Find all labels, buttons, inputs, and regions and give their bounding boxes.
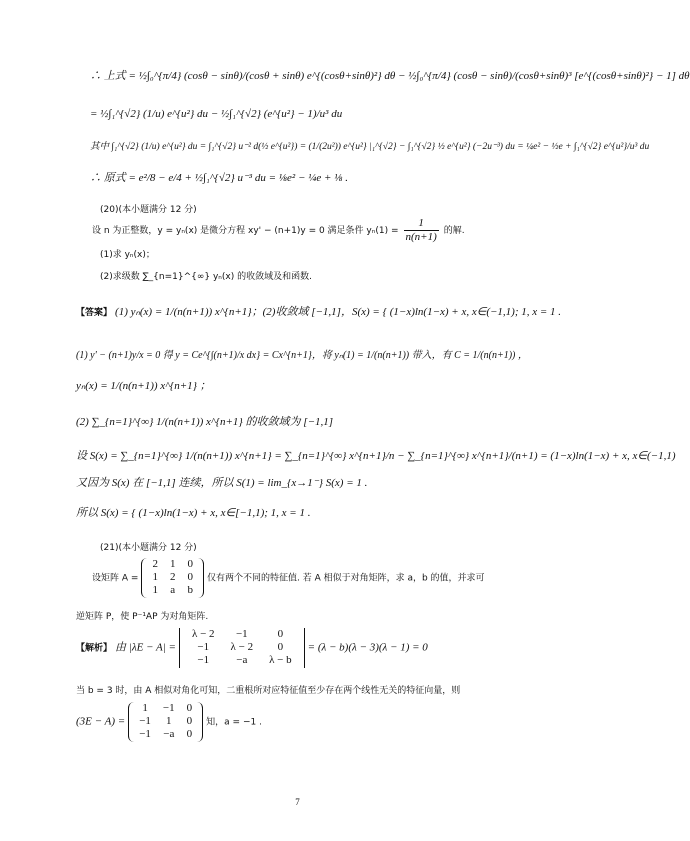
solution-step-5: 又因为 S(x) 在 [−1,1] 连续，所以 S(1) = lim_{x→1⁻} S(x) = 1 . bbox=[76, 477, 368, 489]
matrix-3e-minus-a: 1 −1 0 −1 1 0 −1 −a 0 bbox=[128, 702, 203, 742]
characteristic-determinant: λ − 2 −1 0 −1 λ − 2 0 −1 −a λ − b bbox=[179, 628, 305, 668]
s8-b: 知，a = −1 . bbox=[206, 717, 262, 728]
s8-a: (3E − A) = bbox=[76, 715, 126, 728]
page-number: 7 bbox=[295, 797, 300, 807]
q20-statement bbox=[92, 217, 465, 244]
jiexi-b: = (λ − b)(λ − 3)(λ − 1) = 0 bbox=[307, 641, 428, 654]
integral-step-3: 其中 ∫₁^{√2} (1/u) e^{u²} du = ∫₁^{√2} u⁻² d(½ e^{u²}) = (1/(2u²)) e^{u²} |₁^{√2} − ∫₁^{√2} ½ e^{u²} (−2u⁻³) du = ¼e² − ½e + ∫₁^{√2} e^{u²}/u³ du bbox=[90, 142, 650, 152]
q20-condition-fraction: $\frac{1}{n(n+1)}$ bbox=[405, 217, 437, 244]
solution-step-4: 设 S(x) = ∑_{n=1}^{∞} 1/(n(n+1)) x^{n+1} = ∑_{n=1}^{∞} x^{n+1}/n − ∑_{n=1}^{∞} x^{n+1}/(n+1) = (1−x)ln(1−x) + x, x∈(−1,1) bbox=[76, 450, 676, 462]
matrix-a: 2 1 0 1 2 0 1 a b bbox=[141, 558, 204, 598]
integral-step-1: ∴ 上式 = ½∫₀^{π/4} (cosθ − sinθ)/(cosθ + sinθ) e^{(cosθ+sinθ)²} dθ − ½∫₀^{π/4} (cosθ − sinθ)/(cosθ+sinθ)³ [e^{(cosθ+sinθ)²} − 1] dθ bbox=[90, 70, 690, 82]
q21-statement-b: 仅有两个不同的特征值. 若 A 相似于对角矩阵，求 a，b 的值，并求可 bbox=[206, 573, 485, 584]
solution-step-7: 当 b = 3 时，由 A 相似对角化可知，二重根所对应特征值至少存在两个线性无关的特征向量，则 bbox=[76, 686, 461, 696]
solution-step-2: yₙ(x) = 1/(n(n+1)) x^{n+1} ； bbox=[76, 380, 211, 392]
q21-title: (21)(本小题满分 12 分) bbox=[100, 543, 197, 553]
q21-statement bbox=[92, 558, 485, 598]
integral-step-2: = ½∫₁^{√2} (1/u) e^{u²} du − ½∫₁^{√2} (e^{u²} − 1)/u³ du bbox=[90, 108, 343, 120]
q20-statement-a: 设 n 为正整数，y = yₙ(x) 是微分方程 xy' − (n+1)y = 0 满足条件 yₙ(1) = bbox=[92, 226, 399, 237]
integral-result: ∴ 原式 = e²/8 − e/4 + ½∫₁^{√2} u⁻³ du = ⅛e² − ¼e + ⅛ . bbox=[90, 172, 348, 184]
solution-step-1: (1) y' − (n+1)y/x = 0 得 y = Ce^{∫(n+1)/x dx} = Cx^{n+1}，将 yₙ(1) = 1/(n(n+1)) 带入，有 C = 1/(n(n+1)) ， bbox=[76, 350, 528, 361]
q20-statement-b: 的解. bbox=[443, 226, 465, 237]
q20-title: (20)(本小题满分 12 分) bbox=[100, 205, 197, 215]
jiexi-line bbox=[76, 628, 428, 668]
answer-line bbox=[76, 306, 561, 319]
solution-step-8 bbox=[76, 702, 262, 742]
q20-part2: (2)求级数 ∑_{n=1}^{∞} yₙ(x) 的收敛域及和函数. bbox=[100, 272, 312, 282]
jiexi-label: 【解析】 bbox=[76, 643, 113, 654]
q21-statement-c: 逆矩阵 P，使 P⁻¹AP 为对角矩阵. bbox=[76, 612, 209, 622]
solution-step-6: 所以 S(x) = { (1−x)ln(1−x) + x, x∈[−1,1); 1, x = 1 . bbox=[76, 507, 311, 519]
answer-text: (1) yₙ(x) = 1/(n(n+1)) x^{n+1}；(2)收敛域 [−1,1]，S(x) = { (1−x)ln(1−x) + x, x∈(−1,1); 1, x = 1 . bbox=[115, 306, 562, 318]
answer-label: 【答案】 bbox=[76, 308, 113, 318]
solution-step-3: (2) ∑_{n=1}^{∞} 1/(n(n+1)) x^{n+1} 的收敛域为 [−1,1] bbox=[76, 416, 334, 428]
q21-statement-a: 设矩阵 A = bbox=[92, 573, 139, 584]
jiexi-a: 由 |λE − A| = bbox=[115, 641, 176, 654]
q20-part1: (1)求 yₙ(x)； bbox=[100, 250, 155, 260]
